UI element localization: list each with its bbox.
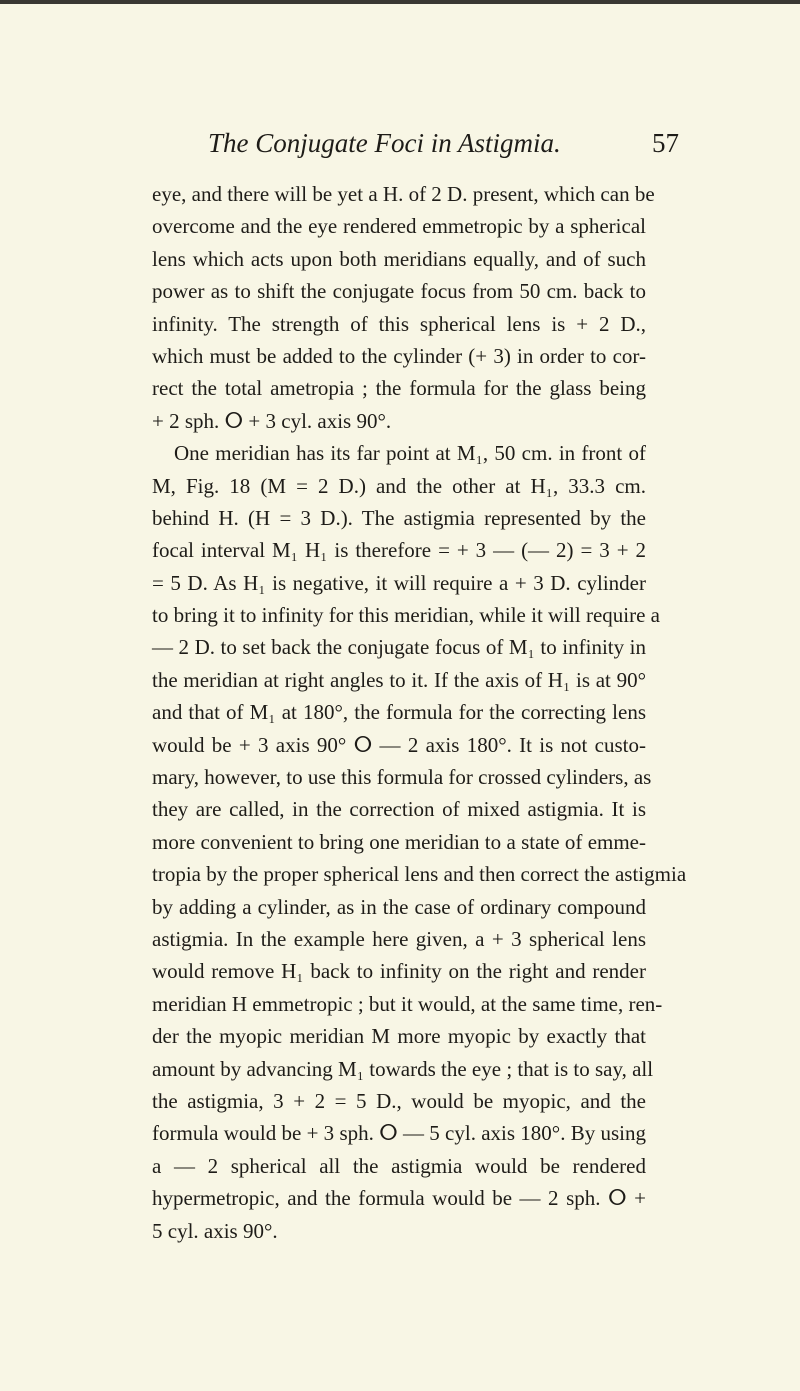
- text-line: would remove H₁ back to infinity on the right and render: [152, 959, 646, 984]
- text-line: One meridian has its far point at M₁, 50 cm. in front of: [174, 441, 646, 466]
- text-line: eye, and there will be yet a H. of 2 D. present, which can be: [152, 182, 655, 206]
- text-line: tropia by the proper spherical lens and then correct the astigmia: [152, 862, 687, 887]
- text-line: and that of M₁ at 180°, the formula for the correcting lens: [152, 700, 646, 725]
- text-line: amount by advancing M₁ towards the eye ; that is to say, all: [152, 1056, 654, 1081]
- text-line: overcome and the eye rendered emmetropic by a spherical: [152, 214, 646, 239]
- text-line: astigmia. In the example here given, a + 3 spherical lens: [152, 926, 646, 951]
- text-line: would be + 3 axis 90° ⵔ — 2 axis 180°. It is not custo-: [152, 732, 646, 757]
- text-line: the astigmia, 3 + 2 = 5 D., would be myopic, and the: [152, 1088, 646, 1113]
- text-line: der the myopic meridian M more myopic by exactly that: [152, 1024, 646, 1049]
- text-line: rect the total ametropia ; the formula for the glass being: [152, 376, 646, 401]
- text-line: mary, however, to use this formula for crossed cylinders, as: [152, 765, 652, 790]
- text-line: hypermetropic, and the formula would be — 2 sph. ⵔ +: [152, 1186, 646, 1211]
- text-line: 5 cyl. axis 90°.: [152, 1218, 278, 1243]
- text-line: power as to shift the conjugate focus from 50 cm. back to: [152, 279, 646, 304]
- text-line: to bring it to infinity for this meridian, while it will require a: [152, 603, 660, 628]
- text-line: lens which acts upon both meridians equally, and of such: [152, 246, 646, 271]
- text-line: they are called, in the correction of mixed astigmia. It is: [152, 797, 646, 822]
- text-line: formula would be + 3 sph. ⵔ — 5 cyl. axis 180°. By using: [152, 1121, 646, 1146]
- text-line: + 2 sph. ⵔ + 3 cyl. axis 90°.: [152, 408, 392, 433]
- running-title: The Conjugate Foci in Astigmia.: [208, 128, 561, 158]
- text-line: which must be added to the cylinder (+ 3) in order to cor-: [152, 343, 646, 368]
- text-line: — 2 D. to set back the conjugate focus of M₁ to infinity in: [152, 635, 646, 660]
- body-text: [152, 178, 687, 1247]
- text-line: the meridian at right angles to it. If the axis of H₁ is at 90°: [152, 667, 646, 692]
- text-line: by adding a cylinder, as in the case of ordinary compound: [152, 894, 646, 919]
- text-line: meridian H emmetropic ; but it would, at the same time, ren-: [152, 991, 663, 1016]
- text-line: behind H. (H = 3 D.). The astigmia represented by the: [152, 505, 646, 530]
- text-line: a — 2 spherical all the astigmia would be rendered: [152, 1153, 646, 1178]
- page-header: [0, 128, 800, 164]
- text-line: M, Fig. 18 (M = 2 D.) and the other at H₁, 33.3 cm.: [152, 473, 646, 498]
- page-number: 57: [652, 128, 679, 158]
- top-border-line: [0, 0, 800, 4]
- text-line: = 5 D. As H₁ is negative, it will require a + 3 D. cylinder: [152, 570, 646, 595]
- text-line: focal interval M₁ H₁ is therefore = + 3 — (— 2) = 3 + 2: [152, 538, 646, 563]
- text-line: infinity. The strength of this spherical lens is + 2 D.,: [152, 311, 646, 336]
- text-line: more convenient to bring one meridian to a state of emme-: [152, 829, 646, 854]
